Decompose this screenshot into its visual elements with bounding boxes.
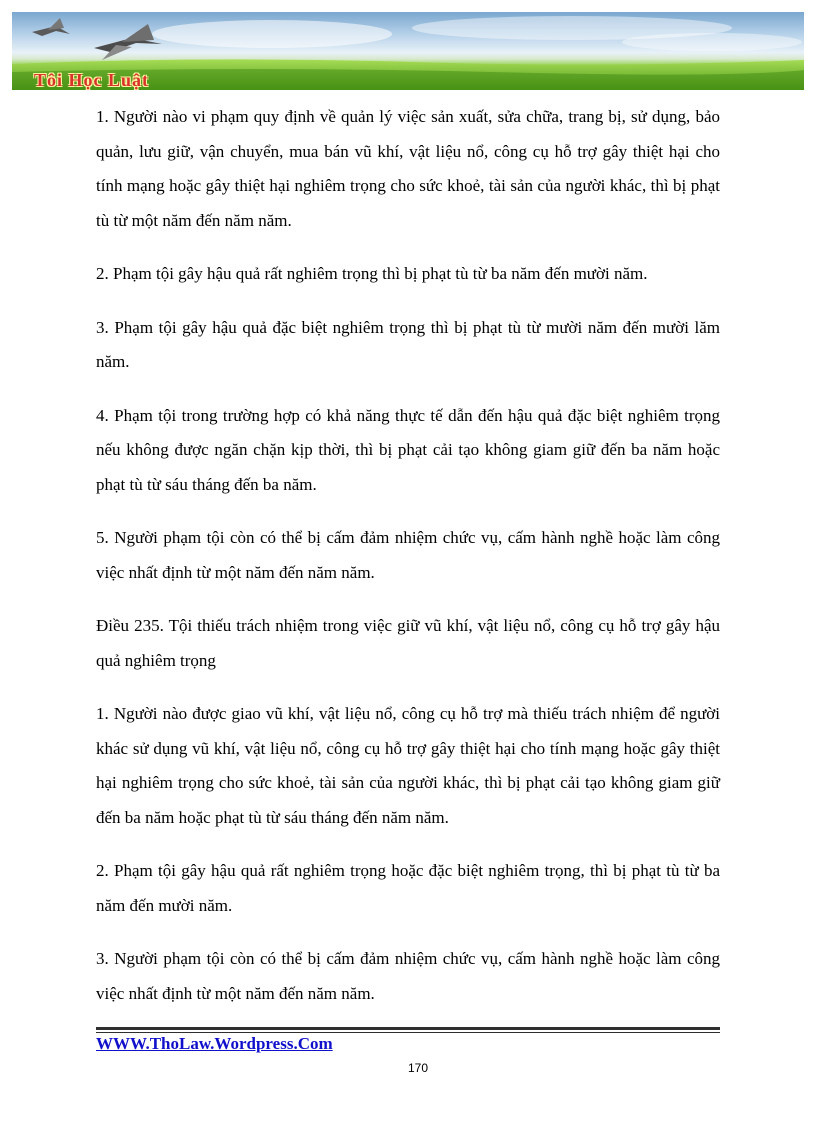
paragraph-clause-4: 4. Phạm tội trong trường hợp có khả năng thực tế dẫn đến hậu quả đặc biệt nghiêm trọng nếu không được ngăn chặn kịp thời, thì bị phạt cải tạo không giam giữ đến ba năm hoặc phạt tù từ sáu tháng đến ba năm.: [96, 405, 720, 494]
document-body: [96, 100, 720, 1030]
footer-divider: [96, 1027, 720, 1030]
paragraph-article-235-clause-2: 2. Phạm tội gây hậu quả rất nghiêm trọng hoặc đặc biệt nghiêm trọng, thì bị phạt tù từ ba năm đến mười năm.: [96, 861, 720, 915]
paragraph-clause-1: 1. Người nào vi phạm quy định về quản lý việc sản xuất, sửa chữa, trang bị, sử dụng, bảo quản, lưu giữ, vận chuyển, mua bán vũ khí, vật liệu nổ, công cụ hỗ trợ gây thiệt hại cho tính mạng hoặc gây thiệt hại nghiêm trọng cho sức khoẻ, tài sản của người khác, thì bị phạt tù từ một năm đến năm năm.: [96, 107, 720, 230]
article-235-heading: Điều 235. Tội thiếu trách nhiệm trong việc giữ vũ khí, vật liệu nổ, công cụ hỗ trợ gây hậu quả nghiêm trọng: [96, 616, 720, 670]
footer-divider-thin: [96, 1032, 720, 1033]
paragraph-clause-2: 2. Phạm tội gây hậu quả rất nghiêm trọng thì bị phạt tù từ ba năm đến mười năm.: [96, 264, 648, 283]
paragraph-article-235-clause-1: 1. Người nào được giao vũ khí, vật liệu nổ, công cụ hỗ trợ mà thiếu trách nhiệm để người khác sử dụng vũ khí, vật liệu nổ, công cụ hỗ trợ gây thiệt hại cho tính mạng hoặc gây thiệt hại nghiêm trọng cho sức khoẻ, tài sản của người khác, thì bị phạt cải tạo không giam giữ đến ba năm hoặc phạt tù từ sáu tháng đến năm năm.: [96, 704, 720, 827]
paragraph-clause-3: 3. Phạm tội gây hậu quả đặc biệt nghiêm trọng thì bị phạt tù từ mười năm đến mười lăm năm.: [96, 317, 720, 371]
paragraph-clause-5: 5. Người phạm tội còn có thể bị cấm đảm nhiệm chức vụ, cấm hành nghề hoặc làm công việc nhất định từ một năm đến năm năm.: [96, 528, 720, 582]
header-banner: [12, 12, 804, 90]
website-link[interactable]: WWW.ThoLaw.Wordpress.Com: [96, 1034, 333, 1053]
paragraph-article-235-clause-3: 3. Người phạm tội còn có thể bị cấm đảm nhiệm chức vụ, cấm hành nghề hoặc làm công việc nhất định từ một năm đến năm năm.: [96, 949, 720, 1003]
page-number: 170: [407, 1061, 429, 1075]
banner-title: Tôi Học Luật: [34, 70, 150, 90]
